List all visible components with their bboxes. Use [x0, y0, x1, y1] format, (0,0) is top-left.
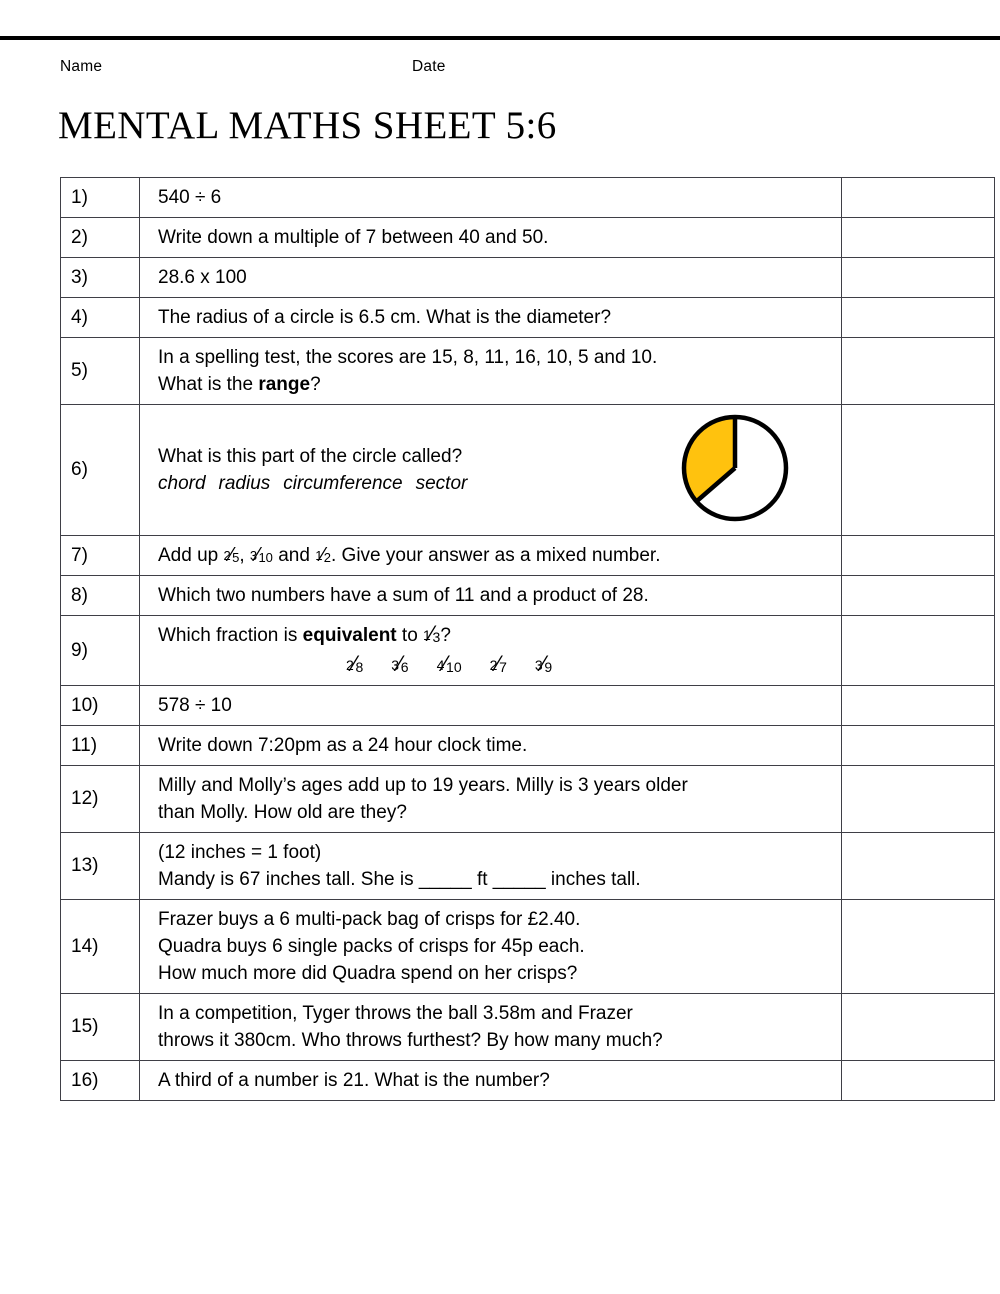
- text-part: Which fraction is: [158, 625, 303, 646]
- answer-box[interactable]: [842, 338, 995, 405]
- table-row: [61, 726, 995, 766]
- fraction-two-fifths: [224, 545, 240, 565]
- question-number: 9): [61, 616, 140, 686]
- emphasis-equivalent: equivalent: [302, 625, 397, 646]
- question-line: Frazer buys a 6 multi-pack bag of crisps for £2.40.: [158, 909, 581, 930]
- fraction-denominator: 7: [499, 659, 507, 675]
- question-line: What is this part of the circle called?: [158, 446, 463, 467]
- fraction-one-half: [315, 545, 331, 565]
- question-line: The radius of a circle is 6.5 cm. What is the diameter?: [158, 307, 612, 328]
- question-line: Mandy is 67 inches tall. She is _____ ft _____ inches tall.: [158, 869, 641, 890]
- question-text: [140, 178, 842, 218]
- question-number: 12): [61, 766, 140, 833]
- question-text: [140, 1061, 842, 1101]
- circle-sector-diagram: [677, 410, 793, 526]
- answer-box[interactable]: [842, 258, 995, 298]
- table-row: [61, 536, 995, 576]
- question-line: A third of a number is 21. What is the number?: [158, 1070, 550, 1091]
- question-number: 10): [61, 686, 140, 726]
- table-row: [61, 766, 995, 833]
- question-line: 578 ÷ 10: [158, 695, 232, 716]
- table-row: [61, 833, 995, 900]
- fraction-option-2-8: [346, 653, 363, 675]
- question-number: 8): [61, 576, 140, 616]
- question-line: In a spelling test, the scores are 15, 8, 11, 16, 10, 5 and 10.: [158, 347, 658, 368]
- table-row: [61, 218, 995, 258]
- text-part: and: [272, 545, 316, 566]
- question-number: 1): [61, 178, 140, 218]
- table-row: [61, 900, 995, 994]
- fraction-slash: ⁄: [229, 544, 234, 566]
- question-number: 3): [61, 258, 140, 298]
- question-line: What is the range?: [158, 374, 321, 395]
- question-text: [140, 536, 842, 576]
- table-row: [61, 686, 995, 726]
- fraction-slash: ⁄: [256, 544, 260, 566]
- top-rule-divider: [0, 36, 1000, 40]
- answer-box[interactable]: [842, 1061, 995, 1101]
- fraction-option-4-10: [437, 653, 462, 675]
- answer-box[interactable]: [842, 833, 995, 900]
- question-text: [140, 218, 842, 258]
- name-label: Name: [60, 58, 103, 75]
- answer-box[interactable]: [842, 218, 995, 258]
- answer-box[interactable]: [842, 900, 995, 994]
- question-line: [158, 622, 841, 649]
- date-label: Date: [412, 58, 446, 75]
- question-number: 2): [61, 218, 140, 258]
- question-line: (12 inches = 1 foot): [158, 842, 322, 863]
- fraction-denominator: 6: [400, 659, 409, 675]
- question-number: 7): [61, 536, 140, 576]
- question-line: Milly and Molly’s ages add up to 19 years. Milly is 3 years older: [158, 775, 688, 796]
- text-part: ?: [440, 625, 451, 646]
- question-text: [140, 616, 842, 686]
- fraction-slash: ⁄: [541, 651, 546, 676]
- question-text: [140, 298, 842, 338]
- question-line: Which two numbers have a sum of 11 and a product of 28.: [158, 585, 649, 606]
- question-line: [158, 542, 841, 569]
- table-row: [61, 258, 995, 298]
- answer-box[interactable]: [842, 536, 995, 576]
- option-sector: sector: [415, 473, 468, 494]
- fraction-slash: ⁄: [496, 651, 501, 676]
- fraction-denominator: 8: [355, 659, 364, 675]
- question-number: 6): [61, 405, 140, 536]
- question-text: [140, 258, 842, 298]
- fraction-numerator: 3: [391, 657, 400, 673]
- text-part: to: [396, 625, 424, 646]
- question-text: [140, 405, 842, 536]
- fraction-numerator: 2: [223, 548, 231, 563]
- question-text: [140, 726, 842, 766]
- table-row: [61, 1061, 995, 1101]
- question-text: [140, 338, 842, 405]
- answer-box[interactable]: [842, 686, 995, 726]
- answer-box[interactable]: [842, 616, 995, 686]
- fraction-option-2-7: [490, 653, 507, 675]
- answer-box[interactable]: [842, 766, 995, 833]
- answer-box[interactable]: [842, 994, 995, 1061]
- table-row: [61, 338, 995, 405]
- question-line: Write down 7:20pm as a 24 hour clock time.: [158, 735, 528, 756]
- option-chord: chord: [158, 473, 206, 494]
- emphasis-range: range: [258, 374, 311, 395]
- fraction-options-row: [158, 649, 841, 679]
- question-text: [140, 994, 842, 1061]
- question-line: 28.6 x 100: [158, 267, 247, 288]
- question-line: Quadra buys 6 single packs of crisps for 45p each.: [158, 936, 585, 957]
- table-row: [61, 405, 995, 536]
- fraction-slash: ⁄: [429, 621, 434, 646]
- fraction-numerator: 2: [346, 657, 354, 673]
- question-number: 16): [61, 1061, 140, 1101]
- fraction-denominator: 3: [432, 629, 441, 645]
- text-part: Add up: [158, 545, 224, 566]
- fraction-option-3-9: [535, 653, 552, 675]
- table-row: [61, 178, 995, 218]
- answer-box[interactable]: [842, 178, 995, 218]
- questions-table: [60, 177, 995, 1101]
- table-row: [61, 576, 995, 616]
- fraction-denominator: 10: [258, 550, 273, 565]
- fraction-numerator: 1: [423, 627, 431, 643]
- fraction-option-3-6: [391, 653, 408, 675]
- fraction-numerator: 4: [436, 657, 445, 673]
- fraction-one-third: [423, 623, 440, 645]
- question-text: [140, 766, 842, 833]
- question-line: How much more did Quadra spend on her crisps?: [158, 963, 578, 984]
- question-number: 5): [61, 338, 140, 405]
- name-date-header: [60, 58, 940, 82]
- fraction-denominator: 5: [232, 550, 240, 565]
- question-text: [140, 900, 842, 994]
- answer-box[interactable]: [842, 405, 995, 536]
- question-line: than Molly. How old are they?: [158, 802, 407, 823]
- fraction-numerator: 3: [534, 657, 543, 673]
- table-row: [61, 298, 995, 338]
- question-number: 11): [61, 726, 140, 766]
- question-number: 4): [61, 298, 140, 338]
- question-line: throws it 380cm. Who throws furthest? By how many much?: [158, 1030, 663, 1051]
- answer-box[interactable]: [842, 576, 995, 616]
- circle-sector-svg: [677, 410, 793, 526]
- table-row: [61, 994, 995, 1061]
- fraction-denominator: 2: [323, 550, 331, 565]
- option-circumference: circumference: [283, 473, 403, 494]
- question-line: Write down a multiple of 7 between 40 and 50.: [158, 227, 549, 248]
- fraction-slash: ⁄: [398, 651, 402, 676]
- fraction-slash: ⁄: [443, 651, 448, 676]
- page-title: MENTAL MATHS SHEET 5:6: [58, 104, 557, 147]
- fraction-three-tenths: [250, 545, 273, 565]
- table-row: [61, 616, 995, 686]
- fraction-numerator: 1: [315, 548, 323, 563]
- fraction-numerator: 3: [249, 548, 258, 563]
- question-text: [140, 576, 842, 616]
- fraction-denominator: 9: [544, 659, 553, 675]
- answer-box[interactable]: [842, 298, 995, 338]
- question-line: In a competition, Tyger throws the ball 3.58m and Frazer: [158, 1003, 633, 1024]
- fraction-numerator: 2: [489, 657, 498, 673]
- fraction-slash: ⁄: [352, 651, 357, 676]
- fraction-denominator: 10: [446, 659, 462, 675]
- text-part: ,: [239, 545, 250, 566]
- question-text: [140, 833, 842, 900]
- fraction-slash: ⁄: [321, 544, 325, 566]
- text-part: . Give your answer as a mixed number.: [331, 545, 661, 566]
- question-number: 15): [61, 994, 140, 1061]
- question-number: 13): [61, 833, 140, 900]
- question-number: 14): [61, 900, 140, 994]
- option-radius: radius: [218, 473, 271, 494]
- question-line: 540 ÷ 6: [158, 187, 222, 208]
- question-text: [140, 686, 842, 726]
- answer-box[interactable]: [842, 726, 995, 766]
